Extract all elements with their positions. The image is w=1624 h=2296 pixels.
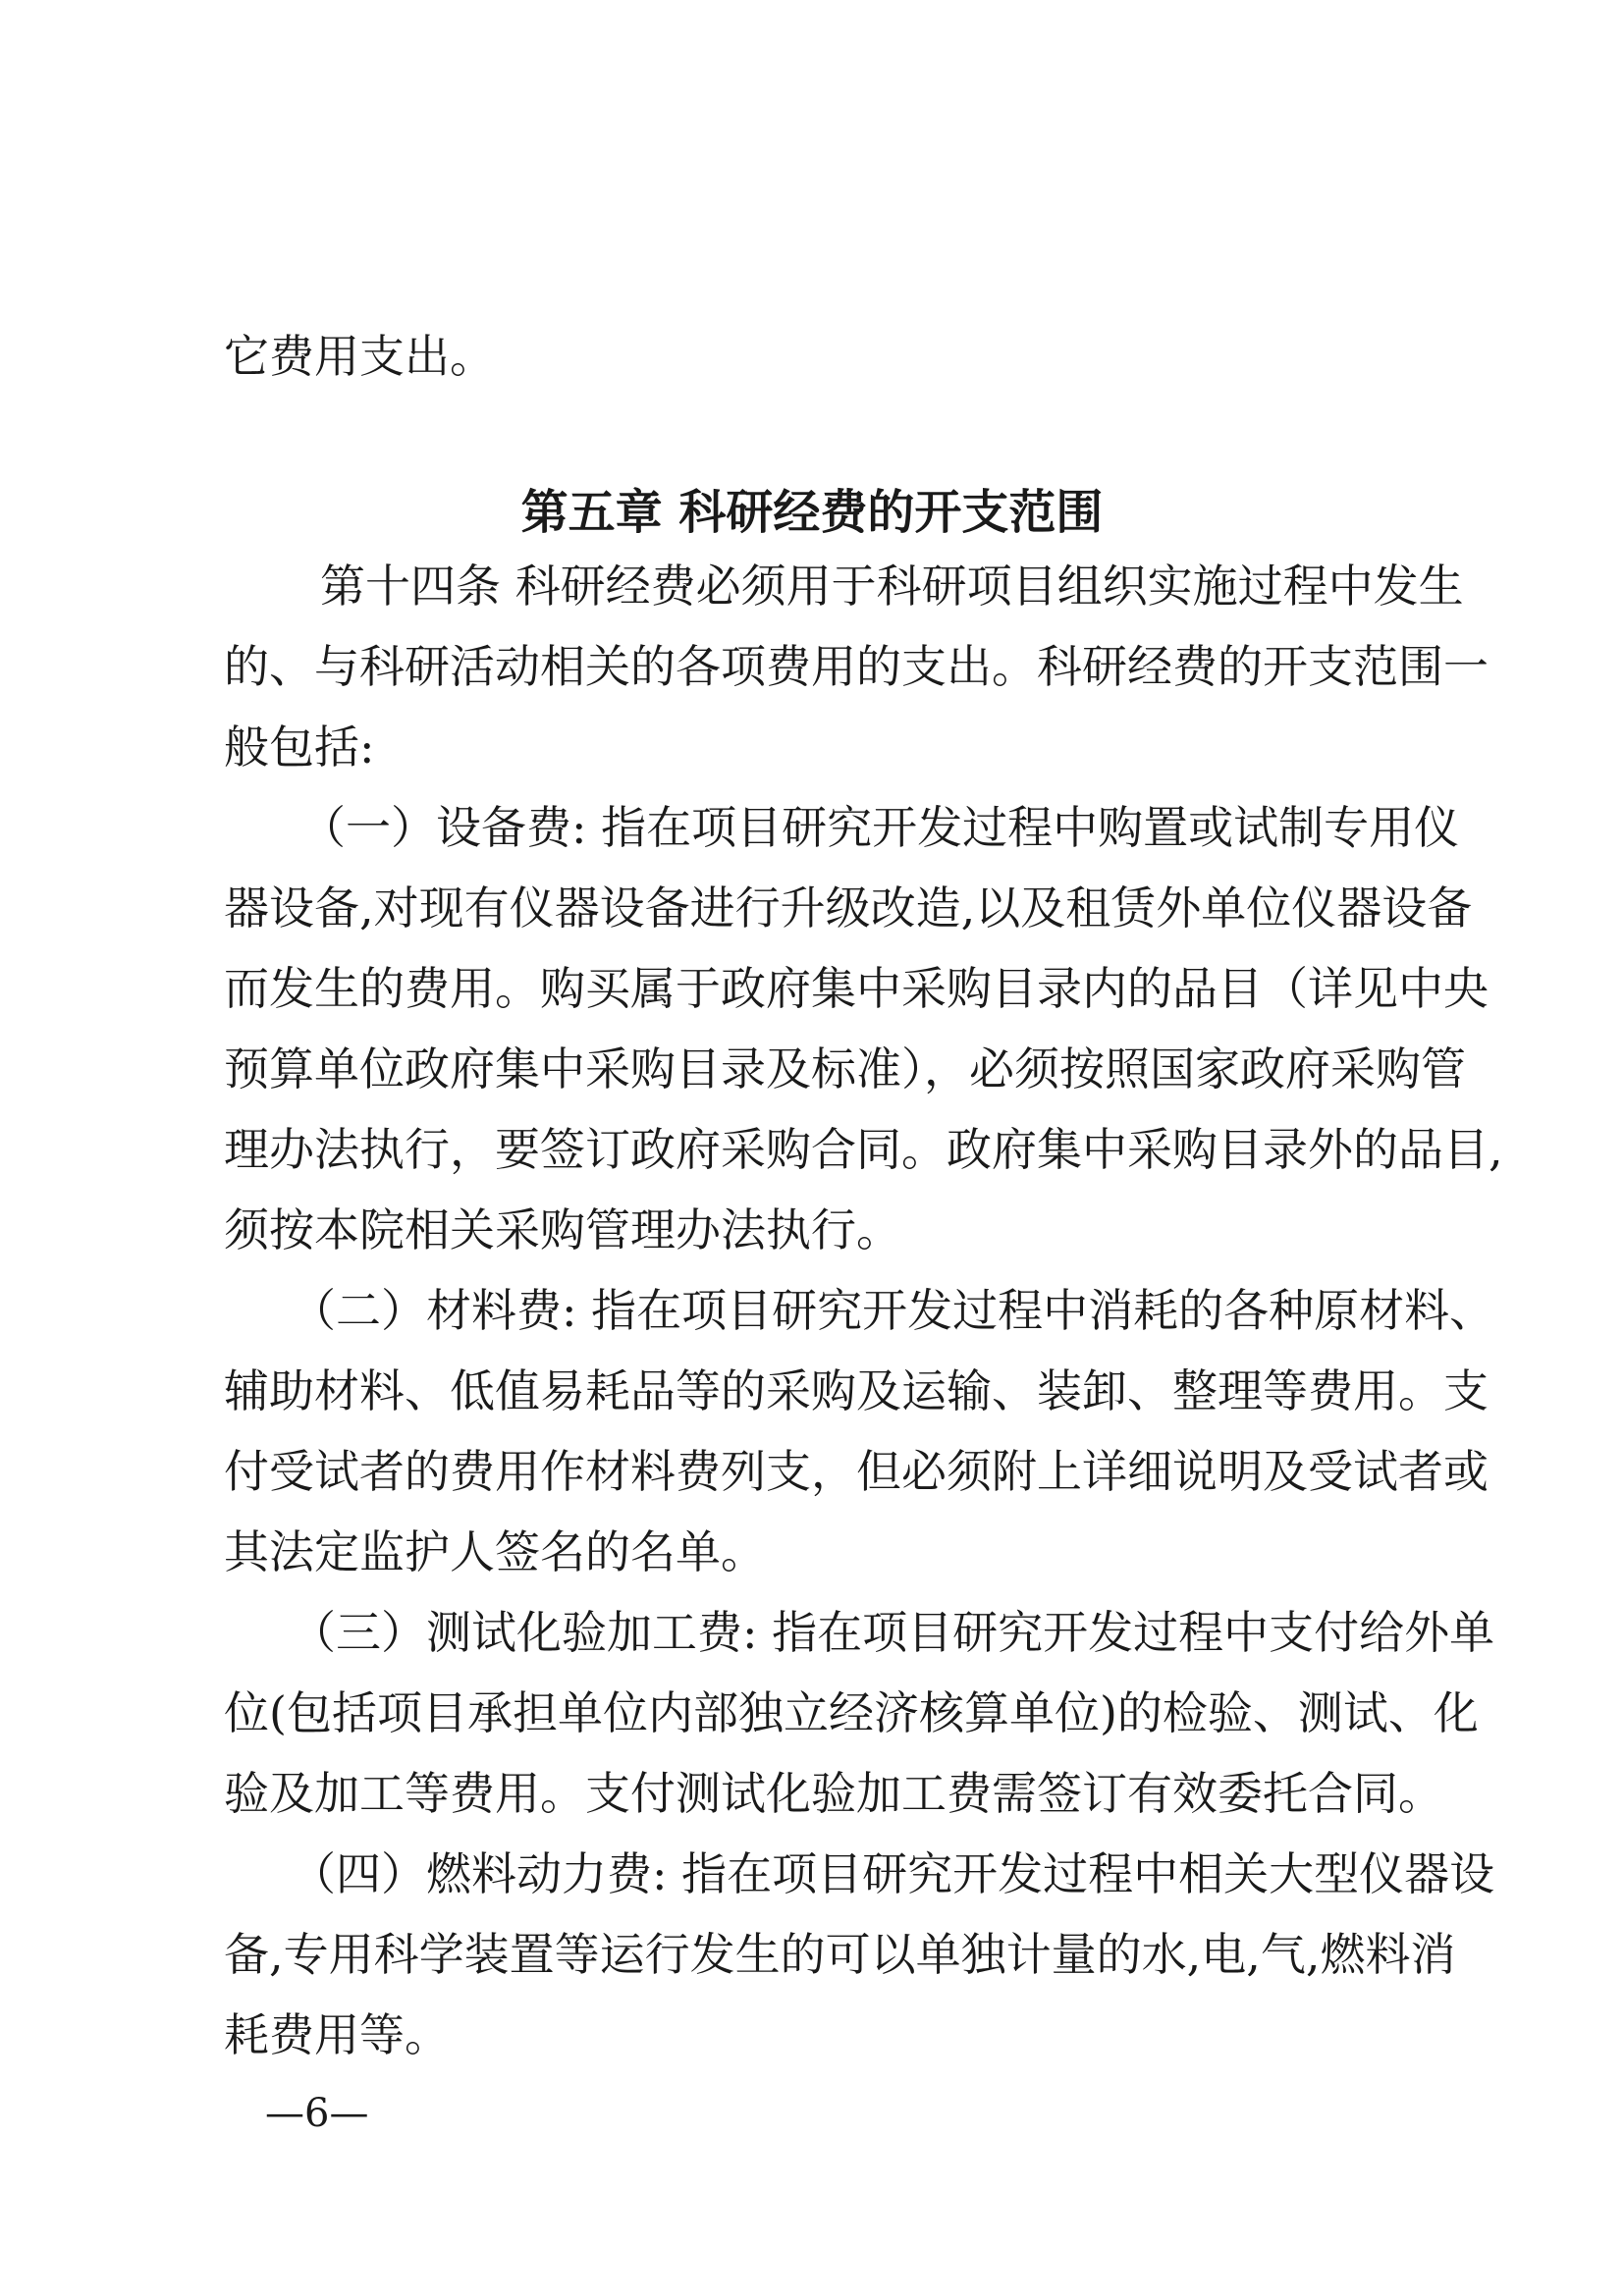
article-14-line-1: 第十四条 科研经费必须用于科研项目组织实施过程中发生 [320, 560, 1464, 613]
article-14-line-2: 的、与科研活动相关的各项费用的支出。科研经费的开支范围一 [224, 640, 1489, 693]
item-equipment-line-1: （一）设备费: 指在项目研究开发过程中购置或试制专用仪 [300, 801, 1460, 854]
item-testing-line-2: 位(包括项目承担单位内部独立经济核算单位)的检验、测试、化 [224, 1686, 1479, 1739]
item-equipment-line-6: 须按本院相关采购管理办法执行。 [224, 1203, 901, 1256]
item-materials-line-4: 其法定监护人签名的名单。 [224, 1525, 766, 1578]
item-fuel-power-line-3: 耗费用等。 [224, 2008, 450, 2061]
item-fuel-power-line-1: （四）燃料动力费: 指在项目研究开发过程中相关大型仪器设 [291, 1847, 1495, 1900]
item-equipment-line-5: 理办法执行，要签订政府采购合同。政府集中采购目录外的品目, [224, 1123, 1503, 1176]
page-number: —6— [265, 2091, 369, 2136]
article-14-line-3: 般包括: [224, 721, 375, 774]
item-materials-line-3: 付受试者的费用作材料费列支，但必须附上详细说明及受试者或 [224, 1445, 1489, 1498]
item-equipment-line-4: 预算单位政府集中采购目录及标准），必须按照国家政府采购管 [224, 1042, 1466, 1095]
item-testing-line-1: （三）测试化验加工费: 指在项目研究开发过程中支付给外单 [291, 1606, 1495, 1659]
chapter-title: 第五章 科研经费的开支范围 [520, 485, 1104, 540]
item-materials-line-2: 辅助材料、低值易耗品等的采购及运输、装卸、整理等费用。支 [224, 1364, 1489, 1417]
item-fuel-power-line-2: 备,专用科学装置等运行发生的可以单独计量的水,电,气,燃料消 [224, 1928, 1456, 1981]
item-materials-line-1: （二）材料费: 指在项目研究开发过程中消耗的各种原材料、 [291, 1284, 1495, 1337]
item-equipment-line-2: 器设备,对现有仪器设备进行升级改造,以及租赁外单位仪器设备 [224, 881, 1473, 934]
item-testing-line-3: 验及加工等费用。支付测试化验加工费需签订有效委托合同。 [224, 1767, 1443, 1820]
item-equipment-line-3: 而发生的费用。购买属于政府集中采购目录内的品目（详见中央 [224, 962, 1489, 1015]
paragraph-line-continuation: 它费用支出。 [224, 330, 495, 383]
